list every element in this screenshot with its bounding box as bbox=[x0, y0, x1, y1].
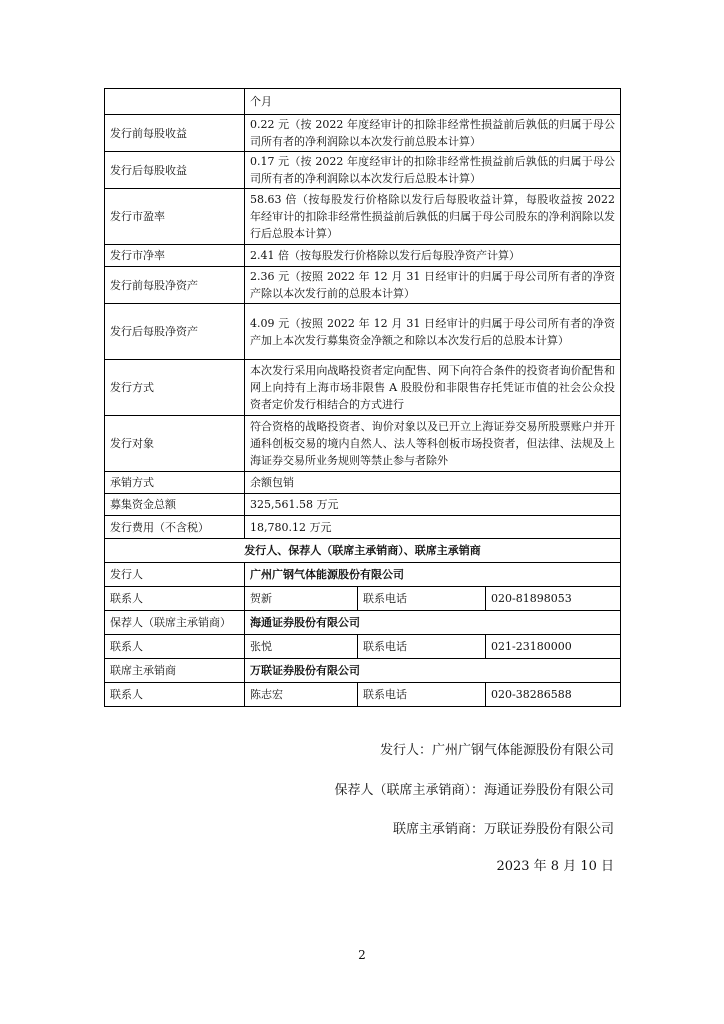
contact-label: 联系人 bbox=[105, 635, 245, 659]
row-value: 2.41 倍（按每股发行价格除以发行后每股净资产计算） bbox=[245, 245, 621, 267]
page-number: 2 bbox=[358, 948, 366, 962]
row-label: 发行后每股收益 bbox=[105, 152, 245, 189]
row-label: 发行前每股收益 bbox=[105, 115, 245, 152]
contact-label: 联系人 bbox=[105, 587, 245, 611]
table-row bbox=[105, 472, 621, 494]
offering-summary-table-wrapper bbox=[104, 88, 620, 707]
row-value: 本次发行采用向战略投资者定向配售、网下向符合条件的投资者询价配售和网上向持有上海市场非限售 A 股股份和非限售存托凭证市值的社会公众投资者定价发行相结合的方式进行 bbox=[245, 360, 621, 416]
table-row bbox=[105, 267, 621, 304]
table-row bbox=[105, 416, 621, 472]
row-label: 发行市盈率 bbox=[105, 189, 245, 245]
signature-issuer: 发行人：广州广钢气体能源股份有限公司 bbox=[379, 743, 614, 758]
table-row bbox=[105, 516, 621, 539]
issuer-row bbox=[105, 563, 621, 587]
row-label bbox=[105, 89, 245, 115]
row-label: 发行方式 bbox=[105, 360, 245, 416]
row-value: 0.17 元（按 2022 年度经审计的扣除非经常性损益前后孰低的归属于母公司所有者的净利润除以本次发行后总股本计算） bbox=[245, 152, 621, 189]
issuer-name: 广州广钢气体能源股份有限公司 bbox=[245, 563, 621, 587]
phone-number: 021-23180000 bbox=[486, 635, 621, 659]
section-header-row bbox=[105, 539, 621, 563]
co-underwriter-label: 联席主承销商 bbox=[105, 659, 245, 683]
row-label: 发行市净率 bbox=[105, 245, 245, 267]
issuer-contact-row bbox=[105, 587, 621, 611]
contact-name: 贺新 bbox=[245, 587, 358, 611]
co-underwriter-row bbox=[105, 659, 621, 683]
table-row bbox=[105, 245, 621, 267]
co-underwriter-name: 万联证券股份有限公司 bbox=[245, 659, 621, 683]
table-row bbox=[105, 304, 621, 360]
row-value: 余额包销 bbox=[245, 472, 621, 494]
signature-co-underwriter: 联席主承销商：万联证券股份有限公司 bbox=[392, 822, 614, 837]
co-underwriter-contact-row bbox=[105, 683, 621, 707]
row-label: 发行前每股净资产 bbox=[105, 267, 245, 304]
table-row bbox=[105, 360, 621, 416]
row-label: 发行对象 bbox=[105, 416, 245, 472]
sponsor-contact-row bbox=[105, 635, 621, 659]
phone-number: 020-81898053 bbox=[486, 587, 621, 611]
row-value: 2.36 元（按照 2022 年 12 月 31 日经审计的归属于母公司所有者的净资产除以本次发行前的总股本计算） bbox=[245, 267, 621, 304]
signature-date: 2023 年 8 月 10 日 bbox=[496, 859, 614, 874]
row-value: 个月 bbox=[245, 89, 621, 115]
contact-name: 陈志宏 bbox=[245, 683, 358, 707]
row-value: 58.63 倍（按每股发行价格除以发行后每股收益计算，每股收益按 2022 年经审计的扣除非经常性损益前后孰低的归属于母公司股东的净利润除以发行后总股本计算） bbox=[245, 189, 621, 245]
offering-summary-table bbox=[104, 88, 621, 707]
contact-label: 联系人 bbox=[105, 683, 245, 707]
signature-sponsor: 保荐人（联席主承销商）：海通证券股份有限公司 bbox=[334, 783, 614, 798]
row-value: 4.09 元（按照 2022 年 12 月 31 日经审计的归属于母公司所有者的净资产加上本次发行募集资金净额之和除以本次发行后的总股本计算） bbox=[245, 304, 621, 360]
issuer-label: 发行人 bbox=[105, 563, 245, 587]
phone-label: 联系电话 bbox=[358, 683, 486, 707]
table-row bbox=[105, 115, 621, 152]
row-value: 0.22 元（按 2022 年度经审计的扣除非经常性损益前后孰低的归属于母公司所有者的净利润除以本次发行前总股本计算） bbox=[245, 115, 621, 152]
contact-name: 张悦 bbox=[245, 635, 358, 659]
section-header: 发行人、保荐人（联席主承销商）、联席主承销商 bbox=[105, 539, 621, 563]
phone-label: 联系电话 bbox=[358, 635, 486, 659]
phone-number: 020-38286588 bbox=[486, 683, 621, 707]
sponsor-row bbox=[105, 611, 621, 635]
row-value: 325,561.58 万元 bbox=[245, 494, 621, 516]
table-row bbox=[105, 189, 621, 245]
table-row bbox=[105, 152, 621, 189]
sponsor-name: 海通证券股份有限公司 bbox=[245, 611, 621, 635]
table-row bbox=[105, 494, 621, 516]
row-label: 发行后每股净资产 bbox=[105, 304, 245, 360]
row-value: 18,780.12 万元 bbox=[245, 516, 621, 539]
table-row bbox=[105, 89, 621, 115]
row-label: 承销方式 bbox=[105, 472, 245, 494]
row-value: 符合资格的战略投资者、询价对象以及已开立上海证券交易所股票账户并开通科创板交易的境内自然人、法人等科创板市场投资者，但法律、法规及上海证券交易所业务规则等禁止参与者除外 bbox=[245, 416, 621, 472]
sponsor-label: 保荐人（联席主承销商） bbox=[105, 611, 245, 635]
row-label: 募集资金总额 bbox=[105, 494, 245, 516]
row-label: 发行费用（不含税） bbox=[105, 516, 245, 539]
phone-label: 联系电话 bbox=[358, 587, 486, 611]
